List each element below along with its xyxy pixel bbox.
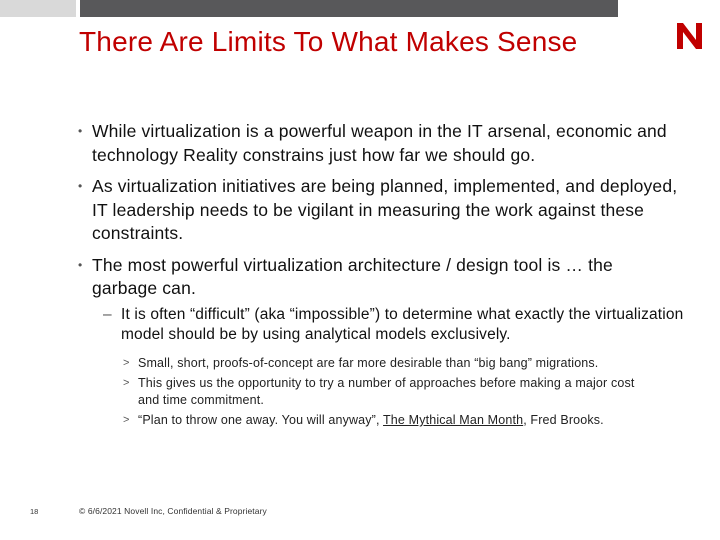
arrow-marker-icon: > xyxy=(123,377,130,389)
bullet-item xyxy=(78,120,678,167)
novell-logo-icon xyxy=(674,20,706,50)
quote-prefix: “Plan to throw one away. You will anyway”, xyxy=(138,413,384,427)
sub-sub-bullet-text: This gives us the opportunity to try a number of approaches before making a major cost and time commitment. xyxy=(138,376,635,407)
arrow-marker-icon: > xyxy=(123,356,130,369)
bullet-marker: • xyxy=(78,124,83,138)
bullet-text: While virtualization is a powerful weapon in the IT arsenal, economic and technology Reality constrains just how far we should go. xyxy=(92,121,667,165)
sub-sub-bullet-quote xyxy=(92,412,658,429)
sub-sub-bullet-text: Small, short, proofs-of-concept are far more desirable than “big bang” migrations. xyxy=(138,355,599,370)
header-bar-left xyxy=(0,0,76,17)
page-number: 18 xyxy=(30,507,39,516)
bullet-marker: • xyxy=(78,257,83,272)
bullet-text: As virtualization initiatives are being planned, implemented, and deployed, IT leadership needs to be vigilant in measuring the work against these constraints. xyxy=(92,176,678,243)
bullet-text: The most powerful virtualization architecture / design tool is … the garbage can. xyxy=(92,254,613,298)
sub-bullet xyxy=(92,305,691,345)
slide-title: There Are Limits To What Makes Sense xyxy=(79,26,578,57)
bullet-item xyxy=(78,254,684,429)
bullet-marker: • xyxy=(78,179,83,193)
quote-suffix: , Fred Brooks. xyxy=(523,413,604,427)
copyright-text: © 6/6/2021 Novell Inc, Confidential & Proprietary xyxy=(79,506,267,516)
sub-bullet-text: It is often “difficult” (aka “impossible”) to determine what exactly the virtualization model should be by using analytical models exclusively. xyxy=(121,305,684,343)
header-bar xyxy=(80,0,618,17)
bullet-item xyxy=(78,175,678,246)
sub-sub-bullet-list xyxy=(92,355,678,429)
sub-bullet-marker: – xyxy=(103,305,112,323)
bullet-list xyxy=(78,120,684,437)
sub-sub-bullet xyxy=(92,355,658,372)
sub-sub-bullet xyxy=(92,375,658,408)
book-title: The Mythical Man Month xyxy=(383,413,524,427)
arrow-marker-icon: > xyxy=(123,414,130,426)
